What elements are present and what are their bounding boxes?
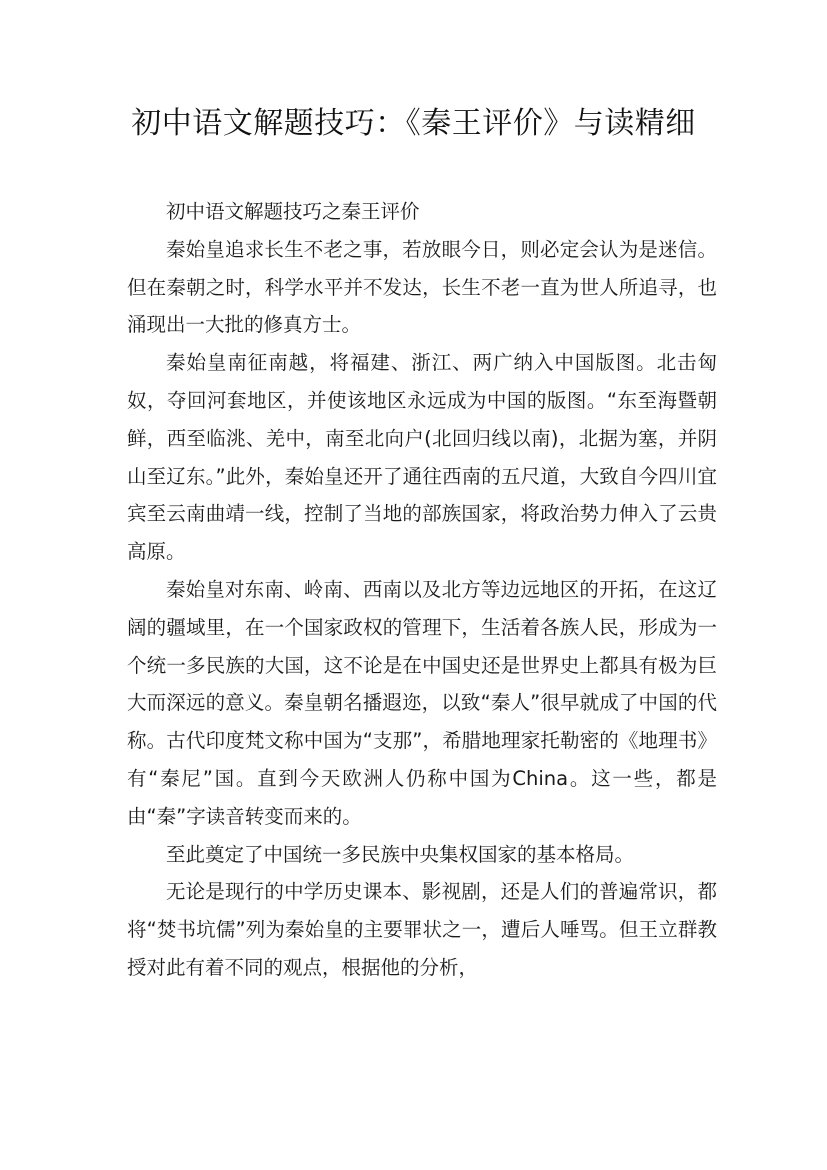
document-title: 初中语文解题技巧：《秦王评价》与读精细 xyxy=(131,106,696,141)
paragraph-subtitle: 初中语文解题技巧之秦王评价 xyxy=(166,200,420,223)
paragraph-territory: 秦始皇南征南越，将福建、浙江、两广纳入中国版图。北击匈奴，夺回河套地区，并使该地区永远成为中国的版图。“东至海暨朝鲜，西至临洮、羌中，南至北向户(北回归线以南)，北据为塞，并阴山至辽东。”此外，秦始皇还开了通往西南的五尺道，大致自今四川宜宾至云南曲靖一线，控制了当地的部族国家，将政治势力伸入了云贵高原。 xyxy=(127,351,717,564)
document-body xyxy=(127,193,717,987)
paragraph-significance: 秦始皇对东南、岭南、西南以及北方等边远地区的开拓，在这辽阔的疆域里，在一个国家政权的管理下，生活着各族人民，形成为一个统一多民族的大国，这不论是在中国史还是世界史上都具有极为巨大而深远的意义。秦皇朝名播遐迩，以致“秦人”很早就成了中国的代称。古代印度梵文称中国为“支那”，希腊地理家托勒密的《地理书》有“秦尼”国。直到今天欧洲人仍称中国为China。这一些，都是由“秦”字读音转变而来的。 xyxy=(127,577,717,828)
paragraph-foundation: 至此奠定了中国统一多民族中央集权国家的基本格局。 xyxy=(166,842,635,866)
paragraph-book-burning: 无论是现行的中学历史课本、影视剧，还是人们的普遍常识，都将“焚书坑儒”列为秦始皇的主要罪状之一，遭后人唾骂。但王立群教授对此有着不同的观点，根据他的分析， xyxy=(127,880,717,979)
paragraph-immortality: 秦始皇追求长生不老之事，若放眼今日，则必定会认为是迷信。但在秦朝之时，科学水平并不发达，长生不老一直为世人所追寻，也涌现出一大批的修真方士。 xyxy=(127,237,717,337)
